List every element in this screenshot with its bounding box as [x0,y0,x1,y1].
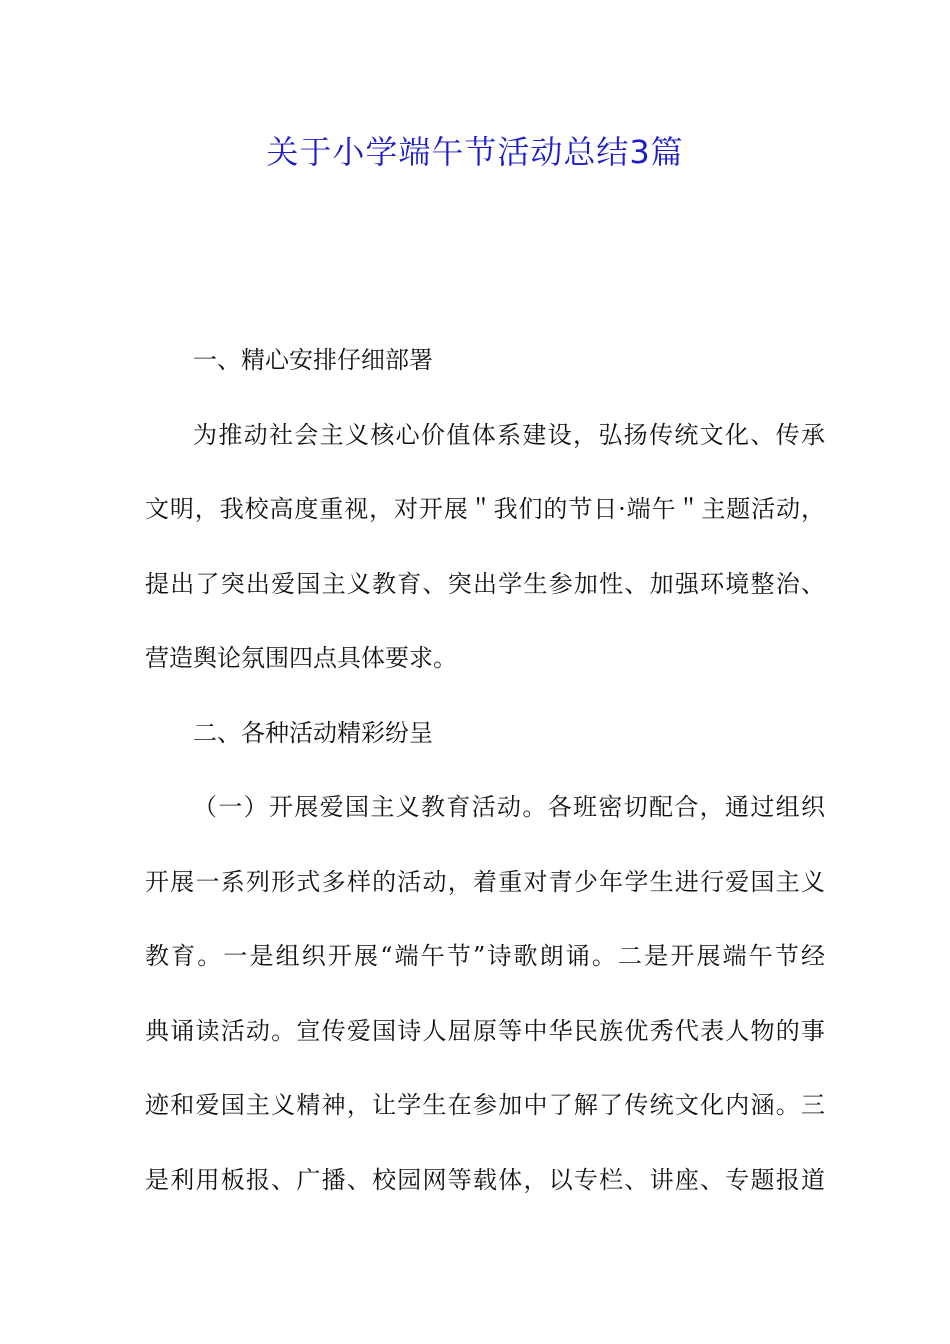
body-line: 营造舆论氛围四点具体要求。 [145,644,457,672]
body-line: 一、精心安排仔细部署 [193,346,433,374]
body-line: 典诵读活动。宣传爱国诗人屈原等中华民族优秀代表人物的事 [145,1016,825,1045]
body-line: 文明，我校高度重视，对开展＂我们的节日·端午＂主题活动， [145,495,825,523]
body-line: 迹和爱国主义精神，让学生在参加中了解了传统文化内涵。三 [145,1091,825,1119]
body-line: 提出了突出爱国主义教育、突出学生参加性、加强环境整治、 [145,569,825,598]
body-line: （一）开展爱国主义教育活动。各班密切配合，通过组织 [193,793,825,821]
body-line: 教育。一是组织开展“端午节”诗歌朗诵。二是开展端午节经 [145,942,825,970]
body-line: 是利用板报、广播、校园网等载体，以专栏、讲座、专题报道 [145,1165,825,1194]
body-line: 开展一系列形式多样的活动，着重对青少年学生进行爱国主义 [145,867,825,896]
body-line: 二、各种活动精彩纷呈 [193,718,433,747]
body-line: 为推动社会主义核心价值体系建设，弘扬传统文化、传承 [193,420,825,449]
document-body [145,338,825,1232]
document-title: 关于小学端午节活动总结3篇 [266,133,684,171]
